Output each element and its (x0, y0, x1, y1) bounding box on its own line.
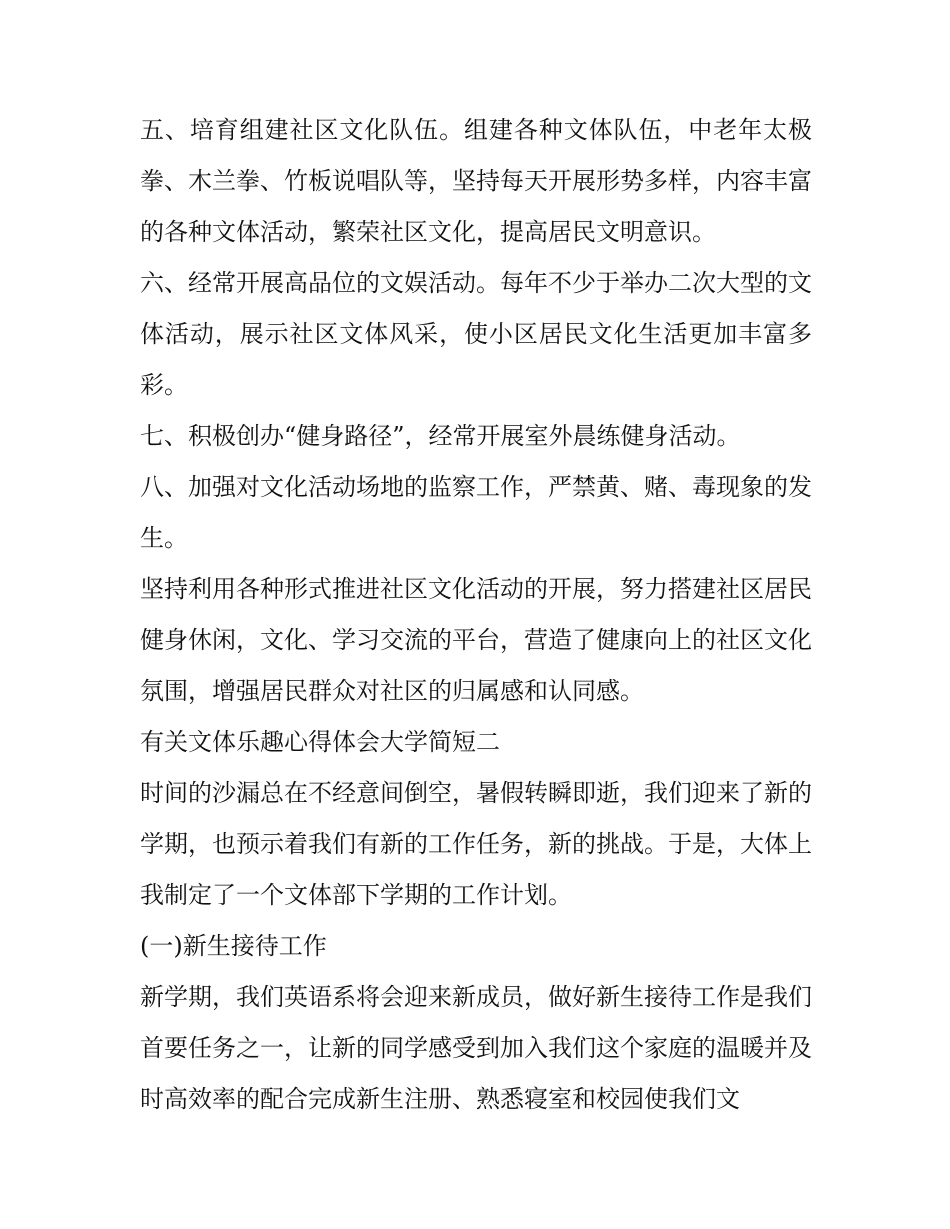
paragraph-new-semester: 时间的沙漏总在不经意间倒空，暑假转瞬即逝，我们迎来了新的学期，也预示着我们有新的工作任务，新的挑战。于是，大体上我制定了一个文体部下学期的工作计划。 (140, 779, 812, 909)
subheading-new-student-reception: (一)新生接待工作 (140, 932, 327, 960)
paragraph-item-8-venue-supervision: 八、加强对文化活动场地的监察工作，严禁黄、赌、毒现象的发生。 (140, 473, 812, 552)
paragraph-item-6-entertainment: 六、经常开展高品位的文娱活动。每年不少于举办二次大型的文体活动，展示社区文体风采，使小区居民文化生活更加丰富多彩。 (140, 269, 812, 399)
paragraph-item-5-culture-teams: 五、培育组建社区文化队伍。组建各种文体队伍，中老年太极拳、木兰拳、竹板说唱队等，坚持每天开展形势多样，内容丰富的各种文体活动，繁荣社区文化，提高居民文明意识。 (140, 116, 812, 246)
section-heading: 有关文体乐趣心得体会大学简短二 (140, 728, 500, 756)
document-body (140, 105, 812, 1125)
paragraph-new-student-reception: 新学期，我们英语系将会迎来新成员，做好新生接待工作是我们首要任务之一，让新的同学感受到加入我们这个家庭的温暖并及时高效率的配合完成新生注册、熟悉寝室和校园使我们文 (140, 983, 812, 1113)
paragraph-item-7-fitness-path: 七、积极创办“健身路径”，经常开展室外晨练健身活动。 (140, 422, 741, 450)
paragraph-summary: 坚持利用各种形式推进社区文化活动的开展，努力搭建社区居民健身休闲，文化、学习交流的平台，营造了健康向上的社区文化氛围，增强居民群众对社区的归属感和认同感。 (140, 575, 812, 705)
